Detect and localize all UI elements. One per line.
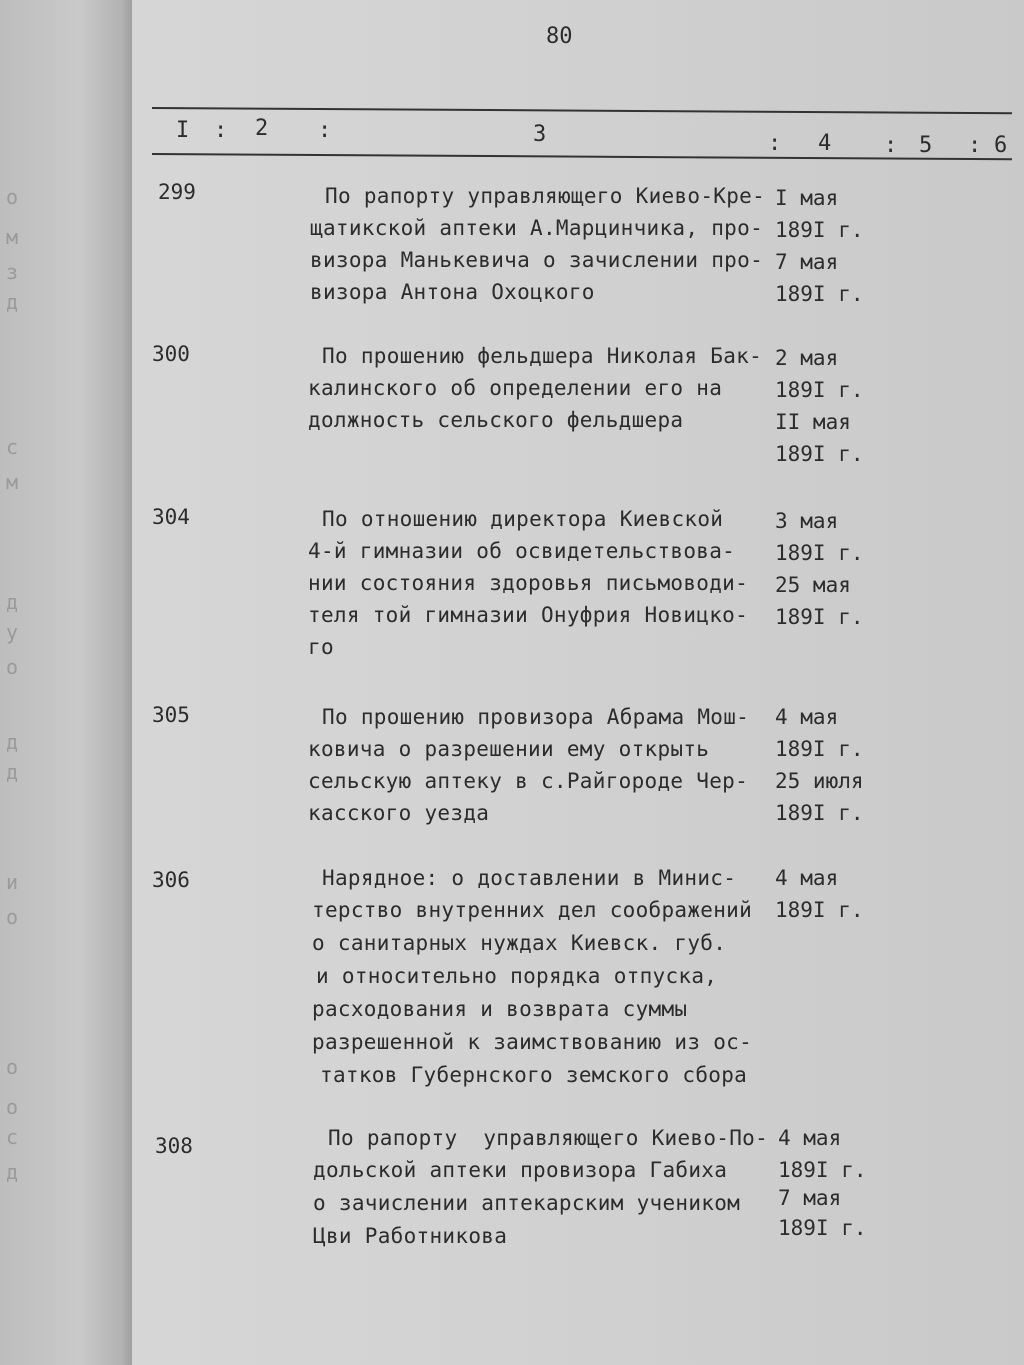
gutter-char: з	[6, 260, 19, 284]
col-header-4: 4	[818, 131, 832, 156]
gutter-char: у	[6, 620, 19, 644]
gutter-char: м	[6, 470, 19, 494]
entry-number: 304	[152, 505, 190, 529]
entry-text-line: калинского об определении его на	[308, 376, 723, 400]
entry-date: 189I г.	[775, 218, 864, 242]
entry-date: 4 мая	[778, 1126, 842, 1150]
gutter-char: м	[6, 225, 19, 249]
gutter-char: о	[6, 1055, 19, 1079]
entry-text-line: По рапорту управляющего Киево-По-	[328, 1126, 769, 1150]
entry-text-line: ковича о разрешении ему открыть	[308, 737, 710, 761]
col-separator: :	[768, 131, 782, 156]
entry-date: 189I г.	[775, 442, 864, 466]
entry-date: 189I г.	[775, 801, 864, 825]
gutter-char: с	[6, 1125, 19, 1149]
entry-date: 2 мая	[775, 346, 839, 370]
gutter-char: д	[6, 590, 19, 614]
col-header-1: I	[176, 118, 190, 143]
col-separator: :	[884, 133, 898, 158]
gutter-char: д	[6, 1160, 19, 1184]
entry-text-line: о зачислении аптекарским учеником	[313, 1191, 741, 1215]
entry-text-line: визора Манькевича о зачислении про-	[310, 248, 764, 272]
entry-text-line: и относительно порядка отпуска,	[316, 964, 718, 988]
entry-text-line: Нарядное: о доставлении в Минис-	[322, 866, 737, 890]
entry-text-line: нии состояния здоровья письмоводи-	[308, 571, 749, 595]
entry-text-line: о санитарных нуждах Киевск. губ.	[312, 931, 727, 955]
gutter-char: д	[6, 760, 19, 784]
entry-number: 306	[152, 868, 190, 892]
col-header-6: 6	[994, 133, 1008, 158]
entry-date: 7 мая	[778, 1186, 842, 1210]
entry-date: 25 июля	[775, 769, 864, 793]
entry-text-line: По отношению директора Киевской	[322, 507, 724, 531]
entry-text-line: татков Губернского земского сбора	[320, 1063, 748, 1087]
gutter-char: с	[6, 435, 19, 459]
entry-text-line: разрешенной к заимствованию из ос-	[312, 1030, 753, 1054]
entry-text-line: теля той гимназии Онуфрия Новицко-	[308, 603, 749, 627]
entry-date: 189I г.	[775, 737, 864, 761]
entry-text-line: По прошению фельдшера Николая Бак-	[322, 344, 763, 368]
gutter-char: д	[6, 290, 19, 314]
entry-date: 189I г.	[778, 1216, 867, 1240]
entry-date: I мая	[775, 186, 839, 210]
entry-date: 189I г.	[775, 282, 864, 306]
entry-text-line: По рапорту управляющего Киево-Кре-	[325, 184, 766, 208]
col-separator: :	[214, 118, 228, 143]
gutter-char: и	[6, 870, 19, 894]
entry-text-line: го	[308, 635, 334, 659]
col-header-3: 3	[533, 122, 547, 147]
gutter-char: о	[6, 185, 19, 209]
gutter-char: д	[6, 730, 19, 754]
entry-number: 305	[152, 703, 190, 727]
entry-text-line: По прошению провизора Абрама Мош-	[322, 705, 750, 729]
gutter-char: о	[6, 905, 19, 929]
page-number: 80	[546, 24, 573, 49]
entry-date: II мая	[775, 410, 851, 434]
entry-number: 308	[155, 1134, 193, 1158]
entry-date: 189I г.	[778, 1158, 867, 1182]
entry-text-line: дольской аптеки провизора Габиха	[313, 1158, 728, 1182]
entry-text-line: касского уезда	[308, 801, 490, 825]
entry-date: 3 мая	[775, 509, 839, 533]
col-separator: :	[968, 133, 982, 158]
gutter-char: о	[6, 1095, 19, 1119]
entry-date: 25 мая	[775, 573, 851, 597]
entry-number: 299	[158, 180, 196, 204]
col-header-5: 5	[919, 133, 933, 158]
entry-text-line: визора Антона Охоцкого	[310, 280, 595, 304]
book-gutter	[0, 0, 132, 1365]
col-separator: :	[318, 118, 332, 143]
entry-date: 189I г.	[775, 605, 864, 629]
entry-text-line: 4-й гимназии об освидетельствова-	[308, 539, 736, 563]
entry-date: 189I г.	[775, 541, 864, 565]
entry-date: 189I г.	[775, 378, 864, 402]
gutter-char: о	[6, 655, 19, 679]
entry-text-line: терство внутренних дел соображений	[312, 898, 753, 922]
col-header-2: 2	[255, 116, 269, 141]
entry-date: 189I г.	[775, 898, 864, 922]
entry-text-line: щатикской аптеки А.Марцинчика, про-	[310, 216, 764, 240]
entry-text-line: расходования и возврата суммы	[312, 997, 688, 1021]
entry-date: 7 мая	[775, 250, 839, 274]
entry-date: 4 мая	[775, 866, 839, 890]
entry-date: 4 мая	[775, 705, 839, 729]
entry-text-line: Цви Работникова	[313, 1224, 508, 1248]
entry-number: 300	[152, 342, 190, 366]
entry-text-line: сельскую аптеку в с.Райгороде Чер-	[308, 769, 749, 793]
entry-text-line: должность сельского фельдшера	[308, 408, 684, 432]
